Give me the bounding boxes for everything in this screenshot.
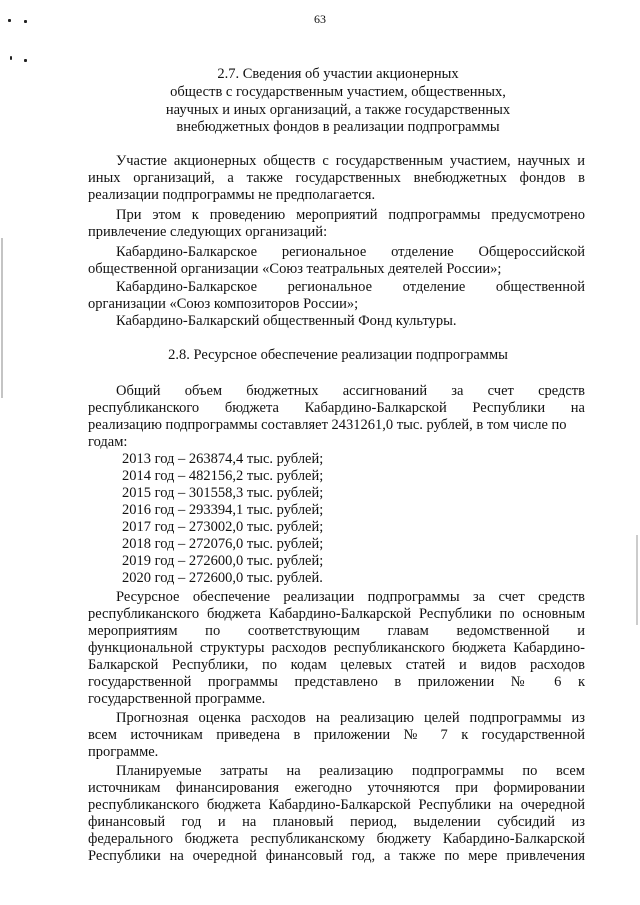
year-budget-item: 2020 год – 272600,0 тыс. рублей. [122, 570, 323, 586]
paragraph-line: программе. [88, 744, 159, 760]
year-budget-item: 2013 год – 263874,4 тыс. рублей; [122, 451, 324, 467]
year-budget-item: 2019 год – 272600,0 тыс. рублей; [122, 553, 324, 569]
scan-speck [24, 59, 27, 62]
scan-speck [10, 56, 12, 60]
heading-line: 2.7. Сведения об участии акционерных [217, 66, 459, 82]
year-budget-item: 2016 год – 293394,1 тыс. рублей; [122, 502, 324, 518]
paragraph-line: При этом к проведению мероприятий подпрограммы предусмотрено [116, 207, 585, 223]
paragraph-line: всем источникам приведена в приложении № 7 к государственной [88, 727, 585, 743]
year-budget-item: 2017 год – 273002,0 тыс. рублей; [122, 519, 324, 535]
scan-edge-mark [636, 535, 638, 625]
paragraph-line: реализации подпрограммы не предполагается. [88, 187, 376, 203]
paragraph-line: мероприятиям по соответствующим главам ведомственной и [88, 623, 585, 639]
paragraph-line: организации «Союз композиторов России»; [88, 296, 359, 312]
paragraph-line: Балкарской Республики, по кодам целевых статей и видов расходов [88, 657, 585, 673]
paragraph-line: Республики на очередной финансовый год, а также по мере привлечения [88, 848, 585, 864]
paragraph-line: Кабардино-Балкарское региональное отделение общественной [116, 279, 585, 295]
year-budget-item: 2018 год – 272076,0 тыс. рублей; [122, 536, 324, 552]
paragraph-line: финансовый год и на плановый период, выделении субсидий из [88, 814, 585, 830]
paragraph-line: функциональной структуры расходов республиканского бюджета Кабардино- [88, 640, 585, 656]
paragraph-line: источникам финансирования ежегодно уточняются при формировании [88, 780, 585, 796]
page-number: 63 [314, 12, 326, 26]
paragraph-line: годам: [88, 434, 128, 450]
paragraph-line: реализацию подпрограммы составляет 2431261,0 тыс. рублей, в том числе по [88, 417, 567, 433]
paragraph-line: Общий объем бюджетных ассигнований за счет средств [116, 383, 585, 399]
paragraph-line: Участие акционерных обществ с государственным участием, научных и [116, 153, 585, 169]
paragraph-line: Кабардино-Балкарский общественный Фонд культуры. [116, 313, 457, 329]
paragraph-line: государственной программы представлено в приложении № 6 к [88, 674, 585, 690]
paragraph-line: республиканского бюджета Кабардино-Балкарской Республики на очередной [88, 797, 585, 813]
heading-line: обществ с государственным участием, общественных, [170, 83, 506, 100]
year-budget-item: 2015 год – 301558,3 тыс. рублей; [122, 485, 324, 501]
paragraph-line: республиканского бюджета Кабардино-Балкарской Республики на [88, 400, 585, 416]
heading-line: научных и иных организаций, а также государственных [165, 101, 511, 118]
scan-edge-mark [1, 238, 3, 398]
paragraph-line: республиканского бюджета Кабардино-Балкарской Республики по основным [88, 606, 585, 622]
paragraph-line: федерального бюджета республиканскому бюджету Кабардино-Балкарской [88, 831, 585, 847]
heading-line: внебюджетных фондов в реализации подпрограммы [176, 119, 500, 136]
paragraph-line: Прогнозная оценка расходов на реализацию целей подпрограммы из [116, 710, 585, 726]
section-2-8-heading: 2.8. Ресурсное обеспечение реализации подпрограммы [168, 347, 508, 363]
paragraph-line: Кабардино-Балкарское региональное отделение Общероссийской [116, 244, 585, 260]
paragraph-line: привлечение следующих организаций: [88, 224, 328, 240]
paragraph-line: иных организаций, а также государственных внебюджетных фондов в [88, 170, 585, 186]
year-budget-item: 2014 год – 482156,2 тыс. рублей; [122, 468, 324, 484]
paragraph-line: Планируемые затраты на реализацию подпрограммы по всем [116, 763, 585, 779]
paragraph-line: общественной организации «Союз театральных деятелей России»; [88, 261, 502, 277]
section-2-7-heading [90, 66, 586, 137]
paragraph-line: государственной программе. [88, 691, 266, 707]
paragraph-line: Ресурсное обеспечение реализации подпрограммы за счет средств [116, 589, 585, 605]
